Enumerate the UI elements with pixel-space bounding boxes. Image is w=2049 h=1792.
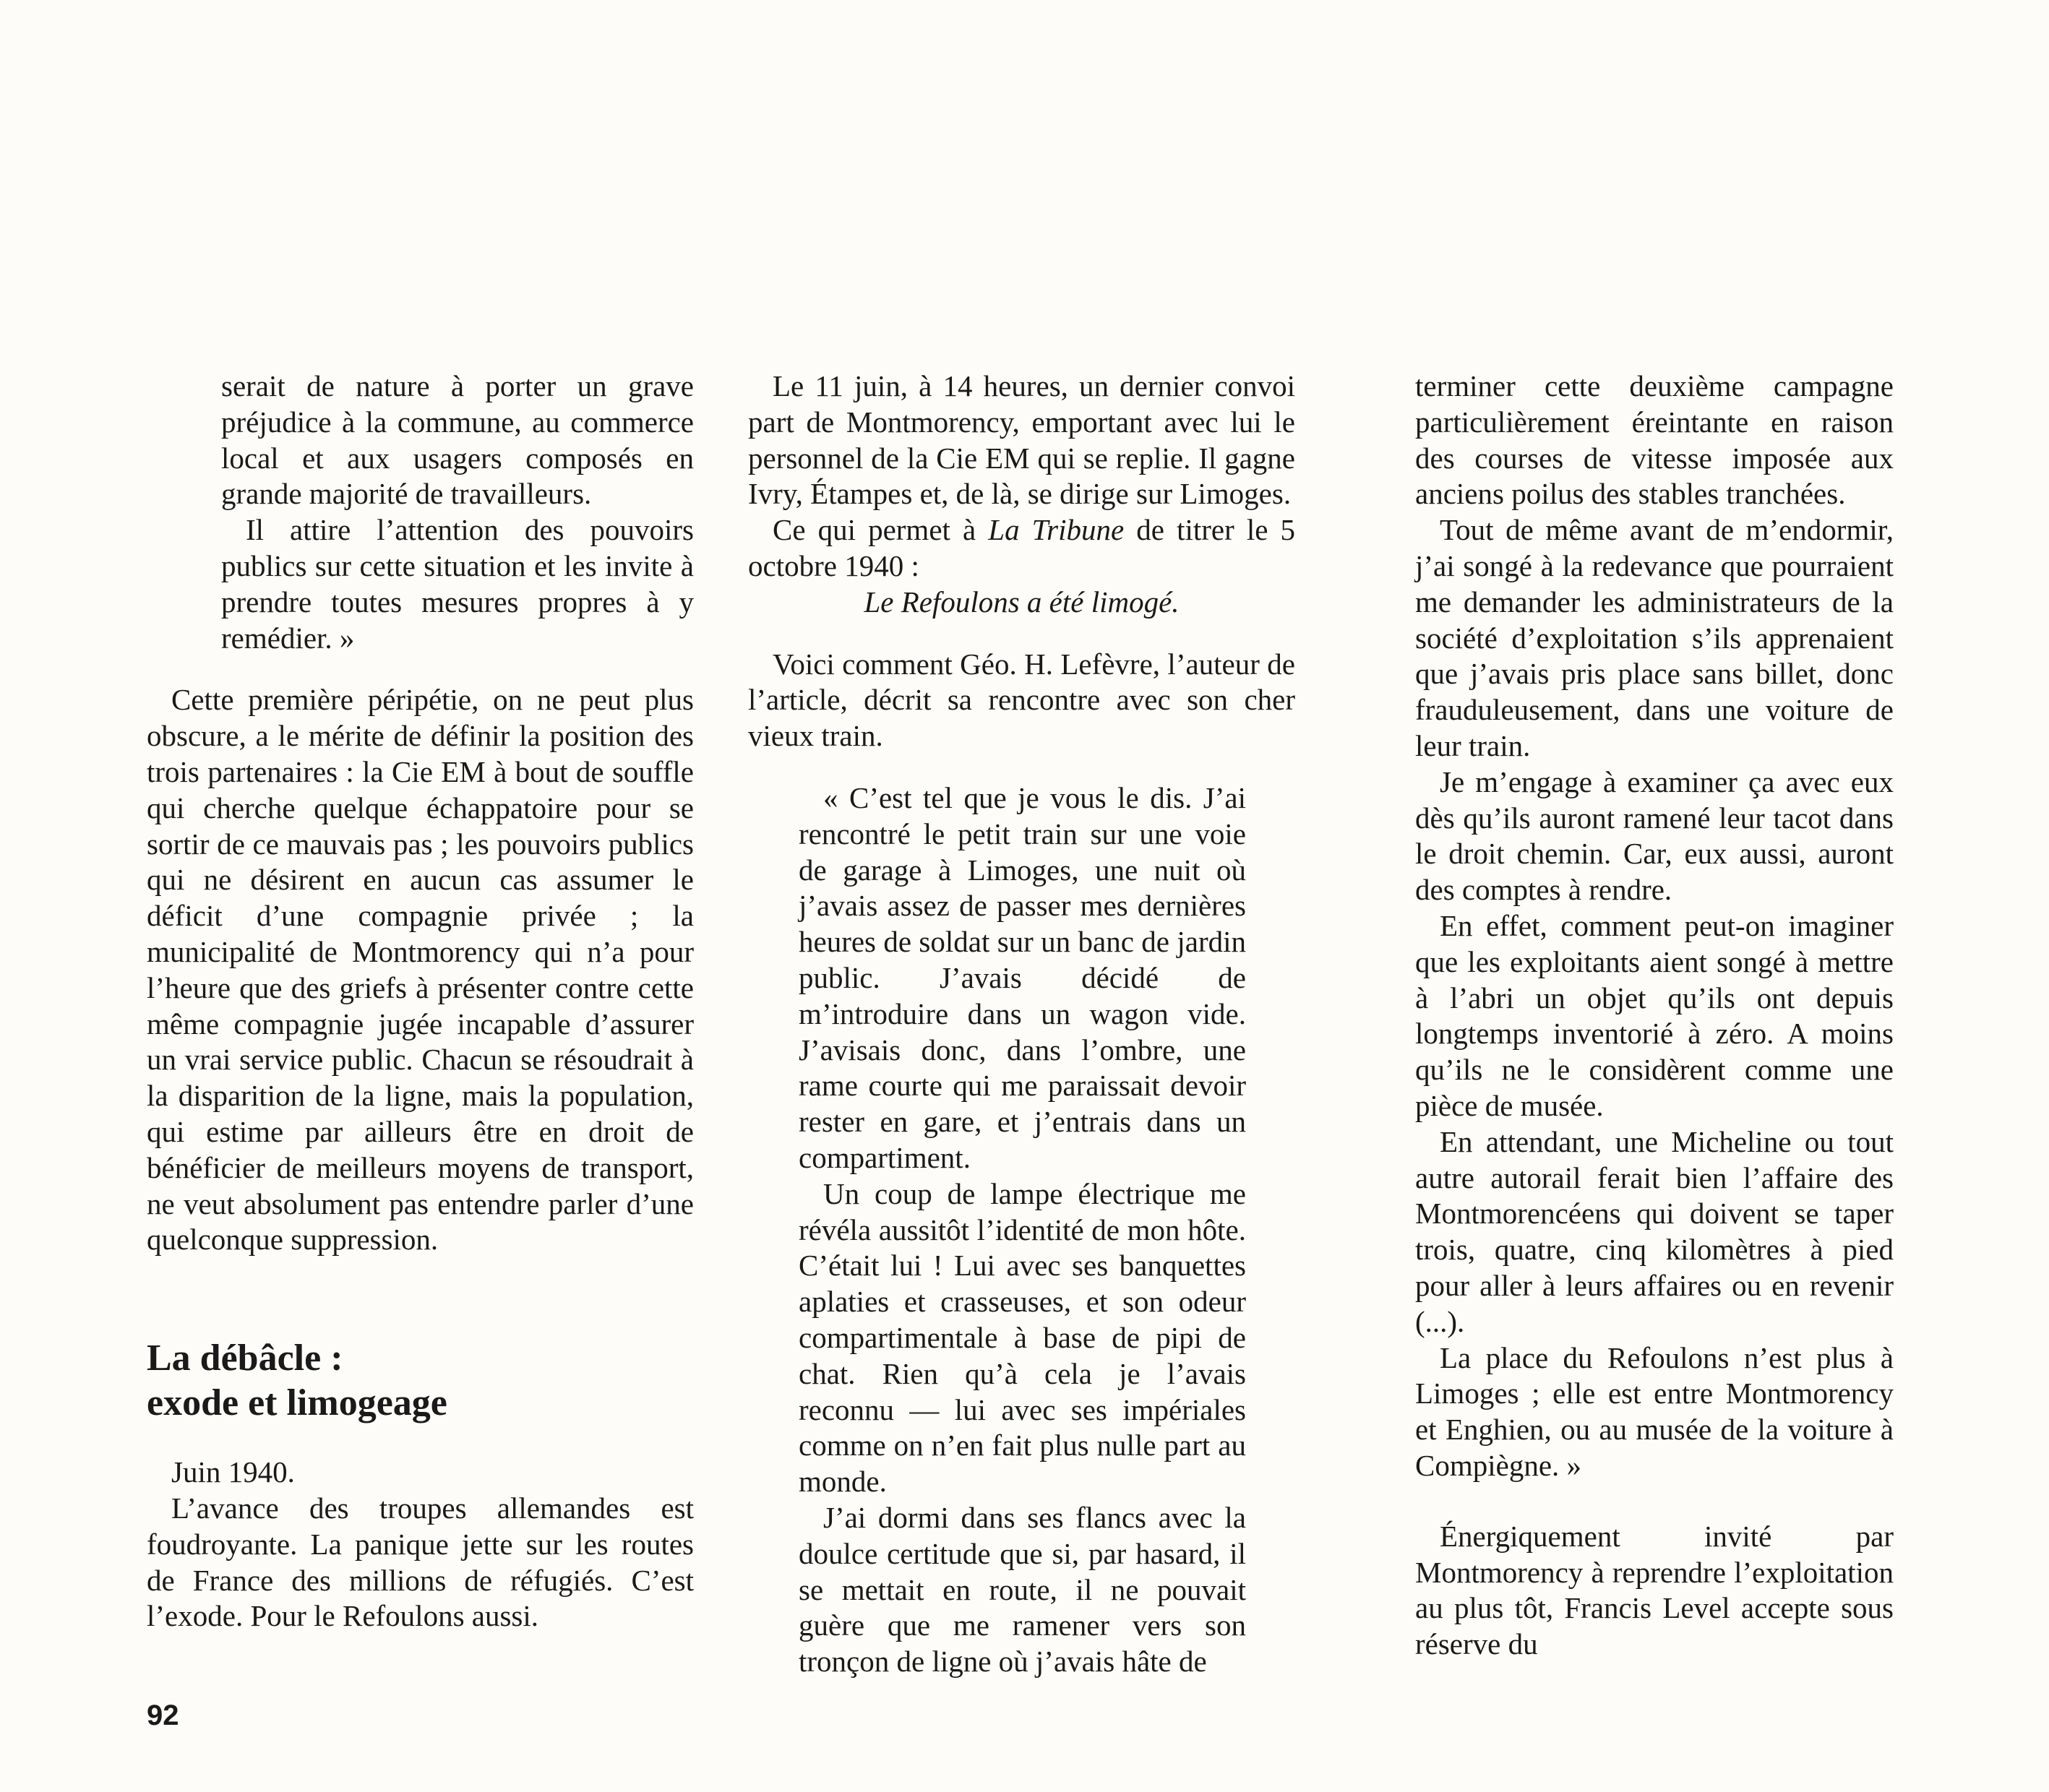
quoted-article-continued bbox=[1415, 369, 1894, 1484]
column-3 bbox=[1415, 369, 1894, 1663]
text-run: Ce qui permet à bbox=[773, 513, 989, 547]
quote-paragraph: Tout de même avant de m’endormir, j’ai songé à la redevance que pourraient me demander les administrateurs de la société d’exploitation s’ils apprenaient que j’avais pris place sans billet, donc frauduleusement, dans une voiture de leur train. bbox=[1415, 513, 1894, 762]
body-paragraph: Le 11 juin, à 14 heures, un dernier convoi part de Montmorency, emportant avec lui le personnel de la Cie EM qui se replie. Il gagne Ivry, Étampes et, de là, se dirige sur Limoges. bbox=[748, 369, 1295, 511]
column-1 bbox=[147, 369, 694, 1634]
quote-paragraph: terminer cette deuxième campagne particulièrement éreintante en raison des courses de vitesse imposée aux anciens poilus des stables tranchées. bbox=[1415, 369, 1894, 511]
body-paragraph: Énergiquement invité par Montmorency à reprendre l’exploitation au plus tôt, Francis Level accepte sous réserve du bbox=[1415, 1519, 1894, 1661]
quote-paragraph: La place du Refoulons n’est plus à Limoges ; elle est entre Montmorency et Enghien, ou au musée de la voiture à Compiègne. » bbox=[1415, 1340, 1894, 1482]
newspaper-headline: Le Refoulons a été limogé. bbox=[864, 585, 1180, 619]
body-paragraph: Voici comment Géo. H. Lefèvre, l’auteur de l’article, décrit sa rencontre avec son cher vieux train. bbox=[748, 647, 1295, 753]
body-paragraph: Cette première péripétie, on ne peut plus obscure, a le mérite de définir la position des trois partenaires : la Cie EM à bout de souffle qui cherche quelque échappatoire pour se sortir de ce mauvais pas ; les pouvoirs publics qui ne désirent en aucun cas assumer le déficit d’une compagnie privée ; la municipalité de Montmorency qui n’a pour l’heure que des griefs à présenter contre cette même compagnie jugée incapable d’assurer un vrai service public. Chacun se résoudrait à la disparition de la ligne, mais la population, qui estime par ailleurs être en droit de bénéficier de meilleurs moyens de transport, ne veut absolument pas entendre parler d’une quelconque suppression. bbox=[147, 683, 694, 1257]
date-line: Juin 1940. bbox=[171, 1455, 295, 1489]
text-run: de titrer le 5 octobre 1940 : bbox=[748, 513, 1295, 582]
body-paragraph: L’avance des troupes allemandes est foudroyante. La panique jette sur les routes de France des millions de réfugiés. C’est l’exode. Pour le Refoulons aussi. bbox=[147, 1491, 694, 1633]
quoted-letter-end bbox=[147, 369, 694, 656]
quote-paragraph: J’ai dormi dans ses flancs avec la doulce certitude que si, par hasard, il se mettait en route, il ne pouvait guère que me ramener vers son tronçon de ligne où j’avais hâte de bbox=[799, 1500, 1246, 1679]
newspaper-title: La Tribune bbox=[988, 513, 1125, 547]
quote-paragraph: Un coup de lampe électrique me révéla aussitôt l’identité de mon hôte. C’était lui ! Lui avec ses banquettes aplaties et crasseuses, et son odeur compartimentale à base de pipi de chat. Rien qu’à cela je l’avais reconnu — lui avec ses impériales comme on n’en fait plus nulle part au monde. bbox=[799, 1176, 1246, 1499]
quote-paragraph: « C’est tel que je vous le dis. J’ai rencontré le petit train sur une voie de garage à Limoges, une nuit où j’avais assez de passer mes dernières heures de soldat sur un banc de jardin public. J’avais décidé de m’introduire dans un wagon vide. J’avisais donc, dans l’ombre, une rame courte qui me paraissait devoir rester en gare, et j’entrais dans un compartiment. bbox=[799, 780, 1246, 1174]
column-2 bbox=[748, 369, 1295, 1680]
section-heading-line: La débâcle : bbox=[147, 1337, 343, 1379]
quoted-article bbox=[748, 780, 1295, 1680]
section-heading bbox=[147, 1336, 694, 1426]
quote-paragraph: En attendant, une Micheline ou tout autre autorail ferait bien l’affaire des Montmorencéens qui doivent se taper trois, quatre, cinq kilomètres à pied pour aller à leurs affaires ou en revenir (...). bbox=[1415, 1124, 1894, 1338]
body-paragraph bbox=[748, 512, 1295, 585]
quote-paragraph: Je m’engage à examiner ça avec eux dès qu’ils auront ramené leur tacot dans le droit chemin. Car, eux aussi, auront des comptes à rendre. bbox=[1415, 764, 1894, 907]
section-heading-line: exode et limogeage bbox=[147, 1382, 447, 1424]
quote-paragraph: serait de nature à porter un grave préjudice à la commune, au commerce local et aux usagers composés en grande majorité de travailleurs. bbox=[221, 369, 694, 511]
page-number: 92 bbox=[147, 1700, 179, 1731]
quote-paragraph: En effet, comment peut-on imaginer que les exploitants aient songé à mettre à l’abri un objet qu’ils ont depuis longtemps inventorié à zéro. A moins qu’ils ne le considèrent comme une pièce de musée. bbox=[1415, 908, 1894, 1122]
quote-paragraph: Il attire l’attention des pouvoirs publics sur cette situation et les invite à prendre toutes mesures propres à y remédier. » bbox=[221, 513, 694, 655]
